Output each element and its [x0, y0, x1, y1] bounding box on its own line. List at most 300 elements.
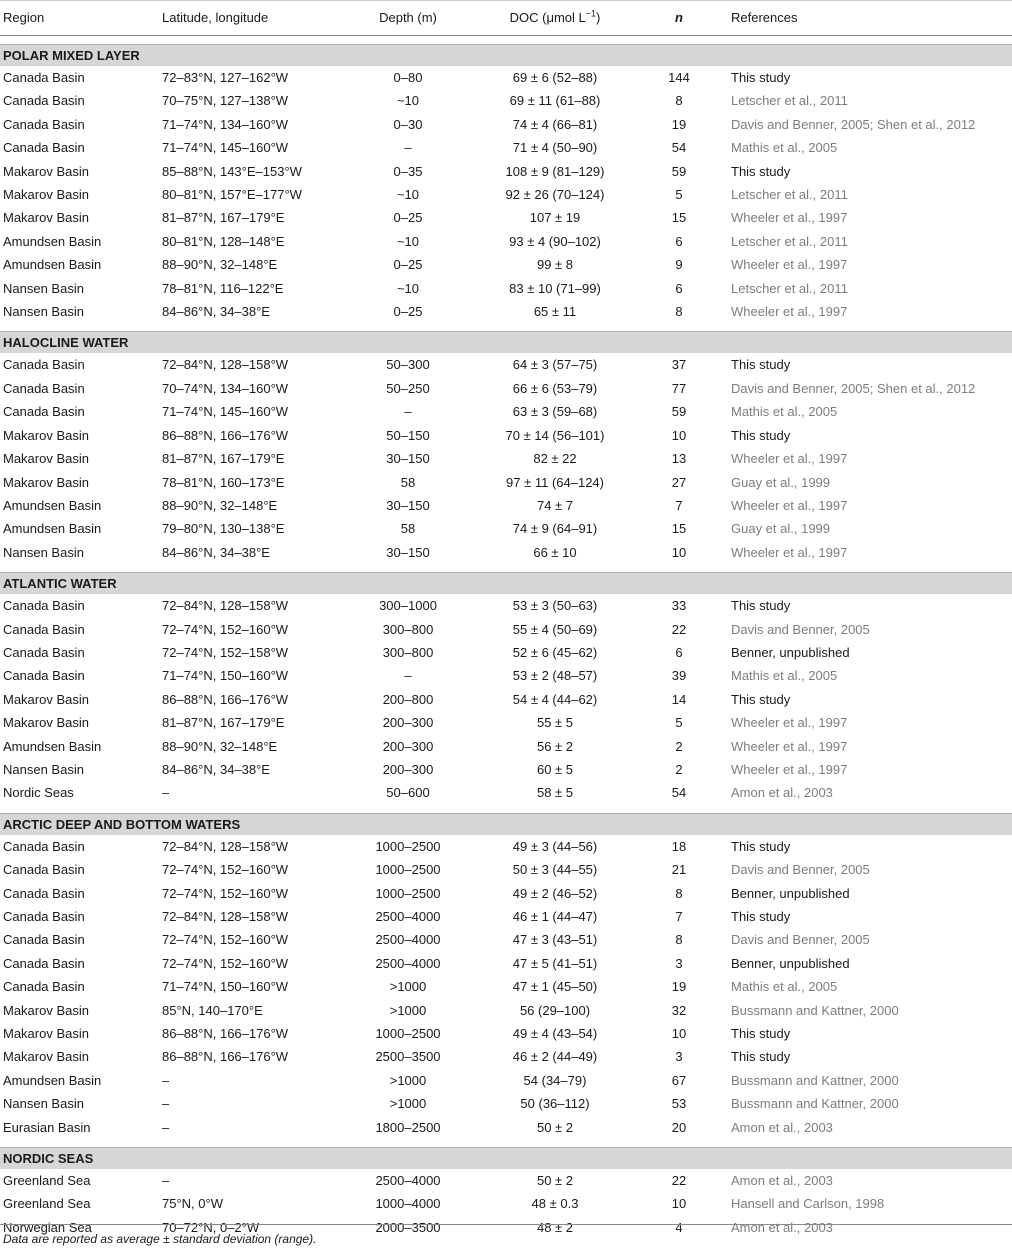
cell-region: Canada Basin	[3, 885, 85, 901]
cell-n: 22	[671, 621, 687, 637]
section-title: ARCTIC DEEP AND BOTTOM WATERS	[0, 813, 1012, 835]
section-gap	[0, 323, 1012, 332]
cell-region: Nansen Basin	[3, 761, 84, 777]
cell-n: 6	[675, 233, 683, 249]
cell-region: Nordic Seas	[3, 785, 74, 801]
cell-reference: This study	[731, 70, 791, 85]
cell-n: 144	[668, 70, 690, 85]
header-latlon: Latitude, longitude	[162, 1, 336, 36]
cell-latlon: 72–74°N, 152–160°W	[162, 932, 289, 948]
cell-n: 37	[671, 357, 687, 373]
cell-depth: 200–800	[382, 691, 434, 707]
cell-region: Amundsen Basin	[3, 1072, 102, 1088]
cell-doc: 64 ± 3 (57–75)	[512, 357, 598, 373]
cell-latlon: 86–88°N, 166–176°W	[162, 427, 289, 443]
cell-latlon: 71–74°N, 145–160°W	[162, 404, 289, 420]
cell-latlon: 70–74°N, 134–160°W	[162, 380, 289, 396]
cell-doc: 47 ± 1 (45–50)	[512, 979, 598, 995]
cell-doc: 58 ± 5	[536, 785, 574, 801]
cell-n: 18	[671, 838, 687, 854]
cell-n: 3	[675, 955, 683, 971]
cell-n: 59	[671, 163, 687, 179]
cell-depth: 58	[400, 474, 416, 490]
cell-doc: 47 ± 3 (43–51)	[512, 932, 598, 948]
cell-doc: 46 ± 2 (44–49)	[512, 1049, 598, 1065]
section-header-row	[0, 332, 1012, 354]
cell-region: Nansen Basin	[3, 280, 84, 296]
cell-doc: 50 ± 2	[536, 1119, 574, 1135]
cell-region: Canada Basin	[3, 70, 85, 85]
cell-region: Makarov Basin	[3, 451, 89, 467]
cell-reference: Hansell and Carlson, 1998	[731, 1196, 885, 1212]
cell-latlon: 72–83°N, 127–162°W	[162, 70, 289, 85]
section-header-row	[0, 1148, 1012, 1170]
header-region: Region	[0, 1, 162, 36]
cell-n: 21	[671, 862, 687, 878]
table-row	[0, 400, 1012, 423]
cell-region: Canada Basin	[3, 644, 85, 660]
cell-region: Eurasian Basin	[3, 1119, 91, 1135]
cell-n: 10	[671, 427, 687, 443]
cell-region: Makarov Basin	[3, 691, 89, 707]
table-row	[0, 882, 1012, 905]
cell-n: 8	[675, 932, 683, 948]
cell-n: 9	[675, 257, 683, 273]
cell-reference: Bussmann and Kattner, 2000	[731, 1096, 899, 1112]
cell-region: Canada Basin	[3, 404, 85, 420]
cell-depth: 0–25	[393, 304, 423, 320]
cell-doc: 69 ± 6 (52–88)	[512, 70, 598, 85]
cell-reference: This study	[731, 838, 791, 854]
cell-n: 6	[675, 280, 683, 296]
cell-doc: 56 (29–100)	[519, 1002, 591, 1018]
cell-n: 59	[671, 404, 687, 420]
cell-latlon: 86–88°N, 166–176°W	[162, 691, 289, 707]
cell-n: 33	[671, 598, 687, 614]
cell-doc: 74 ± 9 (64–91)	[512, 521, 598, 537]
cell-region: Nansen Basin	[3, 304, 84, 320]
cell-latlon: 72–74°N, 152–160°W	[162, 621, 289, 637]
table-row	[0, 735, 1012, 758]
section-header-row	[0, 813, 1012, 835]
cell-latlon: 75°N, 0°W	[162, 1196, 223, 1212]
cell-depth: 1000–2500	[375, 838, 441, 854]
cell-depth: 1000–2500	[375, 862, 441, 878]
cell-region: Amundsen Basin	[3, 521, 102, 537]
cell-doc: 82 ± 22	[533, 451, 577, 467]
cell-doc: 55 ± 4 (50–69)	[512, 621, 598, 637]
cell-depth: 50–300	[386, 357, 430, 373]
cell-depth: 0–30	[393, 116, 423, 132]
table-row	[0, 230, 1012, 253]
section-title: POLAR MIXED LAYER	[0, 45, 1012, 67]
cell-latlon: –	[162, 1119, 170, 1135]
cell-latlon: 84–86°N, 34–38°E	[162, 544, 270, 560]
cell-reference: Amon et al., 2003	[731, 785, 833, 801]
cell-depth: 2500–4000	[375, 955, 441, 971]
cell-n: 67	[671, 1072, 687, 1088]
cell-n: 7	[675, 497, 683, 513]
table-row	[0, 300, 1012, 323]
gap-cell	[0, 564, 1012, 573]
cell-depth: –	[404, 668, 412, 684]
cell-doc: 60 ± 5	[536, 761, 574, 777]
cell-depth: 50–250	[386, 380, 430, 396]
table-row	[0, 1069, 1012, 1092]
cell-reference: Mathis et al., 2005	[731, 140, 838, 156]
cell-doc: 54 (34–79)	[523, 1072, 587, 1088]
cell-doc: 54 ± 4 (44–62)	[512, 691, 598, 707]
section-gap	[0, 805, 1012, 814]
cell-region: Canada Basin	[3, 380, 85, 396]
cell-depth: 0–25	[393, 210, 423, 226]
cell-latlon: 71–74°N, 150–160°W	[162, 979, 289, 995]
cell-doc: 71 ± 4 (50–90)	[512, 140, 598, 156]
cell-latlon: 86–88°N, 166–176°W	[162, 1049, 289, 1065]
table-row	[0, 253, 1012, 276]
table-row	[0, 517, 1012, 540]
gap-cell	[0, 36, 1012, 45]
table-row	[0, 447, 1012, 470]
cell-latlon: 84–86°N, 34–38°E	[162, 304, 270, 320]
table-row	[0, 1116, 1012, 1139]
cell-reference: Benner, unpublished	[731, 885, 850, 901]
cell-n: 7	[675, 909, 683, 924]
cell-latlon: 72–74°N, 152–158°W	[162, 644, 289, 660]
cell-depth: ~10	[396, 233, 420, 249]
cell-depth: 58	[400, 521, 416, 537]
cell-region: Canada Basin	[3, 116, 85, 132]
cell-depth: 0–80	[393, 70, 423, 85]
cell-reference: This study	[731, 1049, 791, 1065]
cell-reference: Wheeler et al., 1997	[731, 715, 848, 731]
cell-latlon: 78–81°N, 116–122°E	[162, 280, 284, 296]
cell-reference: Bussmann and Kattner, 2000	[731, 1072, 899, 1088]
cell-region: Amundsen Basin	[3, 497, 102, 513]
cell-doc: 93 ± 4 (90–102)	[509, 233, 601, 249]
cell-region: Canada Basin	[3, 93, 85, 109]
cell-reference: Davis and Benner, 2005	[731, 621, 870, 637]
cell-doc: 53 ± 3 (50–63)	[512, 598, 598, 614]
cell-region: Makarov Basin	[3, 163, 89, 179]
table-row	[0, 424, 1012, 447]
cell-reference: Davis and Benner, 2005	[731, 862, 870, 878]
cell-reference: Amon et al., 2003	[731, 1219, 833, 1235]
cell-region: Canada Basin	[3, 621, 85, 637]
cell-depth: 50–600	[386, 785, 430, 801]
cell-latlon: 88–90°N, 32–148°E	[162, 257, 278, 273]
cell-region: Canada Basin	[3, 668, 85, 684]
cell-doc: 50 ± 2	[536, 1173, 574, 1189]
cell-reference: This study	[731, 909, 791, 924]
cell-n: 14	[671, 691, 687, 707]
table-row	[0, 113, 1012, 136]
cell-reference: This study	[731, 357, 791, 373]
section-header-row	[0, 573, 1012, 595]
cell-reference: Wheeler et al., 1997	[731, 451, 848, 467]
cell-depth: >1000	[389, 1002, 427, 1018]
cell-n: 77	[671, 380, 687, 396]
cell-region: Canada Basin	[3, 598, 85, 614]
cell-region: Makarov Basin	[3, 474, 89, 490]
cell-region: Makarov Basin	[3, 715, 89, 731]
cell-doc: 49 ± 2 (46–52)	[512, 885, 598, 901]
table-row	[0, 641, 1012, 664]
table-row	[0, 494, 1012, 517]
cell-latlon: –	[162, 1173, 170, 1189]
cell-depth: 1000–4000	[375, 1196, 441, 1212]
cell-latlon: –	[162, 1096, 170, 1112]
cell-region: Amundsen Basin	[3, 233, 102, 249]
table-row	[0, 471, 1012, 494]
cell-latlon: 72–84°N, 128–158°W	[162, 909, 289, 924]
cell-depth: 2500–4000	[375, 932, 441, 948]
header-n: n	[630, 1, 728, 36]
table-row	[0, 160, 1012, 183]
cell-latlon: 81–87°N, 167–179°E	[162, 210, 285, 226]
cell-depth: 2000–3500	[375, 1219, 441, 1235]
cell-region: Nansen Basin	[3, 1096, 84, 1112]
cell-latlon: 81–87°N, 167–179°E	[162, 451, 285, 467]
cell-n: 3	[675, 1049, 683, 1065]
header-doc: DOC (μmol $L^{-1}$)	[480, 1, 630, 36]
table-row	[0, 688, 1012, 711]
table-body	[0, 36, 1012, 1240]
cell-n: 54	[671, 785, 687, 801]
cell-doc: 55 ± 5	[536, 715, 574, 731]
cell-depth: 200–300	[382, 761, 434, 777]
cell-n: 10	[671, 1196, 687, 1212]
cell-doc: 65 ± 11	[533, 304, 577, 320]
cell-n: 27	[671, 474, 687, 490]
cell-n: 20	[671, 1119, 687, 1135]
cell-reference: Guay et al., 1999	[731, 521, 831, 537]
table-row	[0, 858, 1012, 881]
cell-depth: 30–150	[386, 451, 430, 467]
cell-reference: Davis and Benner, 2005; Shen et al., 2012	[731, 380, 976, 396]
cell-region: Makarov Basin	[3, 1049, 89, 1065]
cell-doc: 69 ± 11 (61–88)	[509, 93, 601, 109]
cell-latlon: 80–81°N, 128–148°E	[162, 233, 285, 249]
table-row	[0, 711, 1012, 734]
cell-depth: 2500–4000	[375, 1173, 441, 1189]
cell-reference: This study	[731, 1026, 791, 1042]
cell-latlon: 85–88°N, 143°E–153°W	[162, 163, 302, 179]
cell-region: Amundsen Basin	[3, 738, 102, 754]
cell-reference: Benner, unpublished	[731, 644, 850, 660]
header-references: References	[728, 1, 1012, 36]
cell-latlon: 70–72°N, 0–2°W	[162, 1219, 260, 1235]
cell-doc: 74 ± 4 (66–81)	[512, 116, 598, 132]
cell-latlon: 84–86°N, 34–38°E	[162, 761, 270, 777]
cell-n: 10	[671, 1026, 687, 1042]
table-row	[0, 136, 1012, 159]
cell-latlon: 72–74°N, 152–160°W	[162, 955, 289, 971]
cell-doc: 107 ± 19	[529, 210, 581, 226]
cell-depth: 50–150	[386, 427, 430, 443]
cell-reference: Amon et al., 2003	[731, 1173, 833, 1189]
cell-reference: Wheeler et al., 1997	[731, 257, 848, 273]
cell-n: 54	[671, 140, 687, 156]
table-row	[0, 1092, 1012, 1115]
table-row	[0, 664, 1012, 687]
cell-depth: 0–25	[393, 257, 423, 273]
cell-doc: 63 ± 3 (59–68)	[512, 404, 598, 420]
cell-latlon: 81–87°N, 167–179°E	[162, 715, 285, 731]
cell-region: Makarov Basin	[3, 1026, 89, 1042]
cell-latlon: 71–74°N, 150–160°W	[162, 668, 289, 684]
cell-depth: ~10	[396, 280, 420, 296]
section-header-row	[0, 45, 1012, 67]
cell-latlon: 78–81°N, 160–173°E	[162, 474, 285, 490]
cell-n: 19	[671, 116, 687, 132]
cell-depth: 2500–3500	[375, 1049, 441, 1065]
table-row	[0, 206, 1012, 229]
cell-depth: 1800–2500	[375, 1119, 441, 1135]
cell-latlon: 85°N, 140–170°E	[162, 1002, 263, 1018]
cell-reference: Wheeler et al., 1997	[731, 738, 848, 754]
cell-n: 15	[671, 521, 687, 537]
table-row	[0, 89, 1012, 112]
cell-region: Canada Basin	[3, 932, 85, 948]
cell-reference: Bussmann and Kattner, 2000	[731, 1002, 899, 1018]
cell-reference: Davis and Benner, 2005; Shen et al., 2012	[731, 116, 976, 132]
table-row	[0, 905, 1012, 928]
cell-reference: Wheeler et al., 1997	[731, 304, 848, 320]
table-row	[0, 594, 1012, 617]
cell-n: 8	[675, 885, 683, 901]
cell-latlon: 72–84°N, 128–158°W	[162, 357, 289, 373]
cell-reference: Letscher et al., 2011	[731, 93, 848, 109]
section-gap	[0, 564, 1012, 573]
cell-depth: 1000–2500	[375, 885, 441, 901]
cell-n: 2	[675, 738, 683, 754]
cell-depth: 0–35	[393, 163, 423, 179]
cell-depth: >1000	[389, 1072, 427, 1088]
cell-reference: Davis and Benner, 2005	[731, 932, 870, 948]
cell-depth: >1000	[389, 1096, 427, 1112]
table-row	[0, 835, 1012, 858]
cell-depth: 1000–2500	[375, 1026, 441, 1042]
cell-latlon: –	[162, 1072, 170, 1088]
cell-reference: This study	[731, 163, 791, 179]
cell-region: Amundsen Basin	[3, 257, 102, 273]
header-depth: Depth (m)	[336, 1, 480, 36]
cell-region: Greenland Sea	[3, 1196, 91, 1212]
table-row	[0, 1192, 1012, 1215]
cell-doc: 99 ± 8	[536, 257, 574, 273]
cell-doc: 74 ± 7	[536, 497, 574, 513]
cell-reference: Wheeler et al., 1997	[731, 210, 848, 226]
cell-reference: This study	[731, 598, 791, 614]
section-title: HALOCLINE WATER	[0, 332, 1012, 354]
cell-n: 10	[671, 544, 687, 560]
cell-latlon: 70–75°N, 127–138°W	[162, 93, 289, 109]
cell-n: 15	[671, 210, 687, 226]
table-row	[0, 952, 1012, 975]
cell-reference: This study	[731, 427, 791, 443]
cell-doc: 66 ± 10	[533, 544, 577, 560]
table-row	[0, 1169, 1012, 1192]
table-row	[0, 183, 1012, 206]
cell-doc: 50 ± 3 (44–55)	[512, 862, 598, 878]
cell-depth: 300–800	[382, 621, 434, 637]
cell-doc: 56 ± 2	[536, 738, 574, 754]
cell-n: 8	[675, 304, 683, 320]
cell-region: Makarov Basin	[3, 427, 89, 443]
cell-reference: Benner, unpublished	[731, 955, 850, 971]
header-row	[0, 1, 1012, 36]
cell-region: Nansen Basin	[3, 544, 84, 560]
cell-latlon: 72–74°N, 152–160°W	[162, 885, 289, 901]
cell-reference: Wheeler et al., 1997	[731, 761, 848, 777]
cell-latlon: 72–84°N, 128–158°W	[162, 598, 289, 614]
table-row	[0, 66, 1012, 89]
cell-region: Canada Basin	[3, 838, 85, 854]
cell-region: Makarov Basin	[3, 1002, 89, 1018]
cell-doc: 92 ± 26 (70–124)	[505, 187, 605, 203]
cell-region: Canada Basin	[3, 357, 85, 373]
section-title: ATLANTIC WATER	[0, 573, 1012, 595]
cell-depth: ~10	[396, 187, 420, 203]
cell-depth: >1000	[389, 979, 427, 995]
table-row	[0, 1045, 1012, 1068]
cell-region: Canada Basin	[3, 862, 85, 878]
section-title: NORDIC SEAS	[0, 1148, 1012, 1170]
table-row	[0, 928, 1012, 951]
cell-doc: 52 ± 6 (45–62)	[512, 644, 598, 660]
cell-n: 2	[675, 761, 683, 777]
cell-latlon: 88–90°N, 32–148°E	[162, 738, 278, 754]
cell-doc: 48 ± 0.3	[531, 1196, 579, 1212]
cell-n: 13	[671, 451, 687, 467]
cell-n: 53	[671, 1096, 687, 1112]
cell-depth: 300–1000	[379, 598, 437, 614]
cell-depth: –	[404, 140, 412, 156]
cell-latlon: 80–81°N, 157°E–177°W	[162, 187, 302, 203]
cell-region: Canada Basin	[3, 140, 85, 156]
cell-doc: 46 ± 1 (44–47)	[512, 909, 598, 924]
table-row	[0, 377, 1012, 400]
cell-latlon: 71–74°N, 145–160°W	[162, 140, 289, 156]
gap-cell	[0, 1139, 1012, 1148]
cell-reference: Letscher et al., 2011	[731, 280, 848, 296]
table-row	[0, 758, 1012, 781]
cell-n: 22	[671, 1173, 687, 1189]
cell-latlon: 88–90°N, 32–148°E	[162, 497, 278, 513]
cell-region: Greenland Sea	[3, 1173, 91, 1189]
cell-reference: Wheeler et al., 1997	[731, 544, 848, 560]
cell-region: Norwegian Sea	[3, 1219, 92, 1235]
cell-doc: 70 ± 14 (56–101)	[505, 427, 605, 443]
cell-latlon: 72–74°N, 152–160°W	[162, 862, 289, 878]
cell-depth: ~10	[396, 93, 420, 109]
cell-n: 4	[675, 1219, 683, 1235]
cell-depth: 30–150	[386, 544, 430, 560]
table-row	[0, 277, 1012, 300]
cell-depth: 300–800	[382, 644, 434, 660]
cell-reference: Mathis et al., 2005	[731, 668, 838, 684]
cell-reference: Mathis et al., 2005	[731, 979, 838, 995]
cell-n: 8	[675, 93, 683, 109]
gap-cell	[0, 323, 1012, 332]
table-row	[0, 541, 1012, 564]
cell-n: 39	[671, 668, 687, 684]
cell-depth: 200–300	[382, 738, 434, 754]
cell-n: 19	[671, 979, 687, 995]
cell-reference: Guay et al., 1999	[731, 474, 831, 490]
cell-reference: Mathis et al., 2005	[731, 404, 838, 420]
